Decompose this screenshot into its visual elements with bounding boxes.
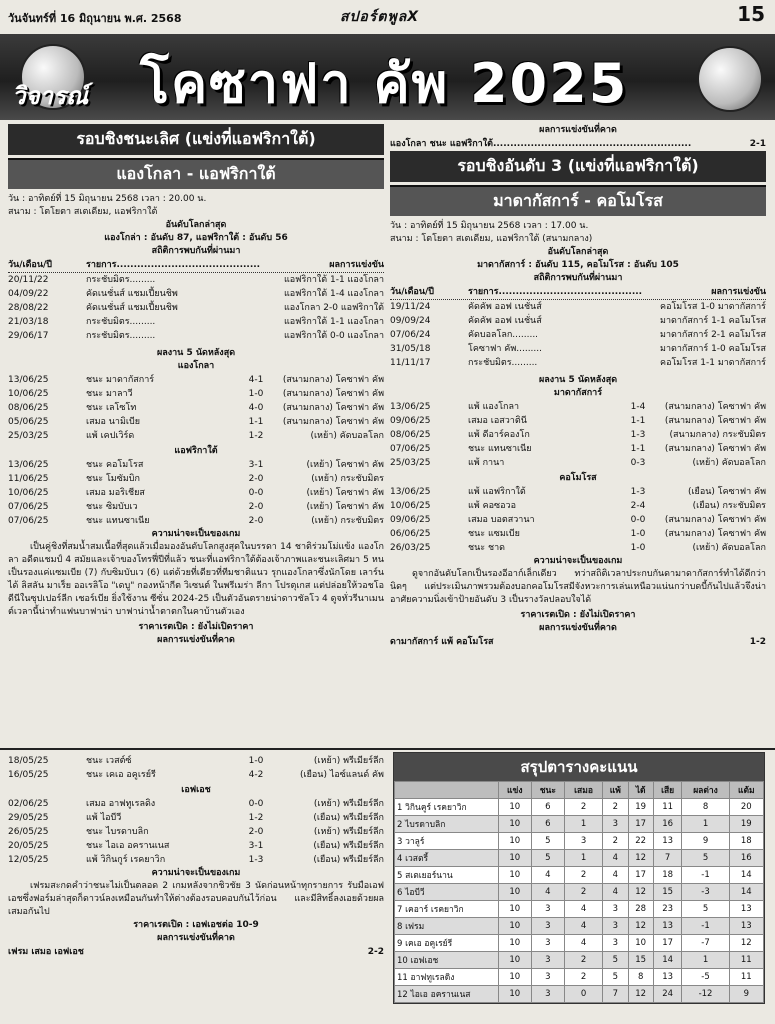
team-name: 10 เอฟเอช: [395, 952, 499, 969]
standings-cell: 14: [729, 884, 763, 901]
standings-cell: 9: [729, 986, 763, 1003]
standings-cell: 10: [499, 901, 532, 918]
standings-row: [395, 986, 764, 1003]
form-row: 13/06/25 แพ้ แอฟริกาใต้ 1-3 (เยือน) โคซาฟา คัพ: [390, 487, 766, 497]
standings-cell: 17: [628, 816, 653, 833]
standings-cell: 24: [653, 986, 682, 1003]
standings-row: [395, 867, 764, 884]
standings-cell: 2: [565, 867, 603, 884]
standings-cell: 2: [565, 799, 603, 816]
standings-cell: 10: [499, 833, 532, 850]
standings-cell: 4: [531, 867, 565, 884]
form-row: 13/06/25 ชนะ คอโมโรส 3-1 (เหย้า) โคซาฟา คัพ: [8, 460, 384, 470]
form-row: 18/05/25 ชนะ เวสต์ซ์ 1-0 (เหย้า) พรีเมียร์ลีก: [8, 756, 384, 766]
standings-column-header: ชนะ: [531, 782, 565, 799]
prediction-row: เฟรม เสมอ เอฟเอช 2-2: [8, 947, 384, 957]
right-column: [390, 124, 766, 649]
standings-cell: 8: [628, 969, 653, 986]
standings-cell: 5: [603, 952, 629, 969]
standings-cell: 5: [531, 850, 565, 867]
team-heading: แอฟริกาใต้: [174, 446, 218, 456]
form-heading: ผลงาน 5 นัดหลังสุด: [156, 348, 236, 358]
standings-cell: 23: [653, 901, 682, 918]
team-name: 1 วิกินคูร์ เรคยาวิก: [395, 799, 499, 816]
standings-cell: 10: [499, 850, 532, 867]
standings-cell: 4: [603, 850, 629, 867]
standings-cell: 13: [729, 918, 763, 935]
standings-cell: 14: [653, 952, 682, 969]
standings-cell: 10: [499, 986, 532, 1003]
form-row: 07/06/25 ชนะ ซิมบับเว 2-0 (เหย้า) โคซาฟา คัพ: [8, 502, 384, 512]
standings-cell: 3: [603, 901, 629, 918]
match-heading: มาดากัสการ์ - คอโมโรส: [390, 185, 766, 216]
team-name: 5 สเตเยอร์นาน: [395, 867, 499, 884]
form-row: 26/05/25 ชนะ ไบรดาบลิก 2-0 (เหย้า) พรีเมียร์ลีก: [8, 827, 384, 837]
form-heading: ผลงาน 5 นัดหลังสุด: [538, 375, 618, 385]
standings-cell: 4: [565, 918, 603, 935]
standings-cell: 10: [499, 935, 532, 952]
standings-row: [395, 850, 764, 867]
h2h-row: 09/09/24 คัดคัพ ออฟ เนชั่นส์ มาดากัสการ์ 1-1 คอโมโรส: [390, 316, 766, 326]
form-row: 09/06/25 เสมอ เอสวาตินี 1-1 (สนามกลาง) โคซาฟา คัพ: [390, 416, 766, 426]
standings-cell: 4: [603, 867, 629, 884]
standings-cell: 2: [565, 952, 603, 969]
standings-cell: 2: [565, 884, 603, 901]
match-heading: แองโกลา - แอฟริกาใต้: [8, 158, 384, 189]
h2h-heading: สถิติการพบกันที่ผ่านมา: [533, 273, 623, 283]
standings-cell: 2: [603, 799, 629, 816]
standings-cell: 4: [565, 935, 603, 952]
standings-cell: 3: [531, 901, 565, 918]
standings-row: [395, 799, 764, 816]
standings-cell: -1: [682, 867, 729, 884]
team-name: 2 ไบรดาบลิก: [395, 816, 499, 833]
standings-column-header: [395, 782, 499, 799]
form-row: 07/06/25 ชนะ แทนซาเนีย 1-1 (สนามกลาง) โคซาฟา คัพ: [390, 444, 766, 454]
issue-date: วันจันทร์ที่ 16 มิถุนายน พ.ศ. 2568: [8, 12, 182, 25]
h2h-row: 07/06/24 คัดบอลโลก......... มาดากัสการ์ 2-1 คอโมโรส: [390, 330, 766, 340]
odds-text: ราคาเรตเปิด : ยังไม่เปิดราคา: [520, 610, 636, 620]
standings-grid: [394, 781, 764, 1003]
section-divider: [0, 748, 775, 750]
standings-cell: 17: [628, 867, 653, 884]
banner-title: โคซาฟา คัพ 2025: [140, 52, 629, 115]
team-name: 4 เวสตรี้: [395, 850, 499, 867]
standings-cell: 10: [499, 816, 532, 833]
standings-cell: 8: [682, 799, 729, 816]
h2h-row: 31/05/18 โคซาฟา คัพ......... มาดากัสการ์ 1-0 คอโมโรส: [390, 344, 766, 354]
prediction-heading: ผลการแข่งขันที่คาด: [157, 933, 235, 943]
title-banner: [0, 34, 775, 120]
form-row: 26/03/25 ชนะ ชาด 1-0 (เหย้า) คัดบอลโลก: [390, 543, 766, 553]
team-heading: แองโกลา: [177, 361, 215, 371]
standings-cell: 22: [628, 833, 653, 850]
ranking-heading: อันดับโลกล่าสุด: [165, 220, 227, 230]
form-row: 25/03/25 แพ้ กานา 0-3 (เหย้า) คัดบอลโลก: [390, 458, 766, 468]
standings-cell: 3: [603, 816, 629, 833]
standings-cell: 13: [653, 833, 682, 850]
standings-row: [395, 816, 764, 833]
match-date: วัน : อาทิตย์ที่ 15 มิถุนายน 2568 เวลา : 17.00 น.: [390, 221, 589, 231]
standings-row: [395, 969, 764, 986]
standings-cell: 5: [531, 833, 565, 850]
match-date: วัน : อาทิตย์ที่ 15 มิถุนายน 2568 เวลา : 20.00 น.: [8, 194, 207, 204]
odds-text: ราคาเรตเปิด : ยังไม่เปิดราคา: [138, 622, 254, 632]
standings-cell: 15: [628, 952, 653, 969]
h2h-row: 21/03/18 กระชับมิตร......... แอฟริกาใต้ 1-1 แองโกลา: [8, 317, 384, 327]
standings-cell: 7: [603, 986, 629, 1003]
standings-cell: -7: [682, 935, 729, 952]
standings-cell: 3: [603, 935, 629, 952]
standings-cell: 17: [653, 935, 682, 952]
standings-column-header: ผลต่าง: [682, 782, 729, 799]
football-icon: [697, 46, 763, 112]
h2h-row: 19/11/24 คัดคัพ ออฟ เนชั่นส์ คอโมโรส 1-0 มาดากัสการ์: [390, 302, 766, 312]
brand-logo: สปอร์ตพูลX: [340, 9, 420, 25]
standings-cell: 3: [531, 952, 565, 969]
standings-cell: 16: [729, 850, 763, 867]
standings-cell: 7: [653, 850, 682, 867]
standings-header-row: [395, 782, 764, 799]
standings-cell: 20: [729, 799, 763, 816]
standings-cell: 12: [729, 935, 763, 952]
standings-cell: 15: [653, 884, 682, 901]
form-row: 12/05/25 แพ้ วิกินกูร์ เรคยาวิก 1-3 (เยือน) พรีเมียร์ลีก: [8, 855, 384, 865]
standings-cell: 6: [531, 799, 565, 816]
form-row: 11/06/25 ชนะ โมซัมบิก 2-0 (เหย้า) กระชับมิตร: [8, 474, 384, 484]
standings-cell: 10: [499, 867, 532, 884]
standings-cell: 3: [531, 986, 565, 1003]
ranking-text: มาดากัสการ์ : อันดับ 115, คอโมโรส : อันดับ 105: [477, 260, 679, 270]
standings-cell: 13: [729, 901, 763, 918]
section-heading: รอบชิงชนะเลิศ (แข่งที่แอฟริกาใต้): [8, 124, 384, 155]
standings-column-header: ได้: [628, 782, 653, 799]
standings-row: [395, 952, 764, 969]
standings-cell: 12: [628, 884, 653, 901]
standings-cell: 5: [682, 850, 729, 867]
left-column: [8, 124, 384, 647]
form-row: 16/05/25 ชนะ เคเอ อคูเรย์รี 4-2 (เยือน) ไอซ์แลนด์ คัพ: [8, 770, 384, 780]
standings-column-header: เสมอ: [565, 782, 603, 799]
h2h-row: 04/09/22 คัดเนชั่นส์ แชมเปี้ยนชิพ แอฟริกาใต้ 1-4 แองโกลา: [8, 289, 384, 299]
prediction-heading: ผลการแข่งขันที่คาด: [157, 635, 235, 645]
standings-cell: 12: [628, 850, 653, 867]
standings-cell: 10: [628, 935, 653, 952]
standings-row: [395, 833, 764, 850]
page-header: [0, 0, 775, 34]
standings-cell: 10: [499, 918, 532, 935]
standings-cell: 9: [682, 833, 729, 850]
form-row: 29/05/25 แพ้ ไอบีวี 1-2 (เยือน) พรีเมียร์ลีก: [8, 813, 384, 823]
team-name: 11 อาฟทูเรลดิง: [395, 969, 499, 986]
standings-cell: 14: [729, 867, 763, 884]
form-row: 06/06/25 ชนะ แซมเบีย 1-0 (สนามกลาง) โคซาฟา คัพ: [390, 529, 766, 539]
standings-cell: 6: [531, 816, 565, 833]
h2h-row: 28/08/22 คัดเนชั่นส์ แชมเปี้ยนชิพ แองโกลา 2-0 แอฟริกาใต้: [8, 303, 384, 313]
form-row: 08/06/25 แพ้ ดีอาร์คองโก 1-3 (สนามกลาง) กระชับมิตร: [390, 430, 766, 440]
team-heading: คอโมโรส: [559, 473, 597, 483]
analysis-text: ดูจากอันดับโลกเป็นรองอีอาก์เล็กเดียว ทว่าสถิติเวลาประกบกันดามาดากัสการ์ทำได้ดีกว่านิดๆ แต่ประเมินภาพรวมต้องบอกคอโมโรสมีจังหวะการเล่นเหนือวแน่นกว่าบดบี้กันไปแล้วจึงน่าอาศัยความนิ่งเข้าป้ายอันดับ 3 เป็นรางวัลปลอบใจได้: [390, 569, 766, 605]
standings-column-header: แต้ม: [729, 782, 763, 799]
standings-cell: 5: [682, 901, 729, 918]
section-heading: รอบชิงอันดับ 3 (แข่งที่แอฟริกาใต้): [390, 151, 766, 182]
form-row: 07/06/25 ชนะ แทนซาเนีย 2-0 (เหย้า) กระชับมิตร: [8, 516, 384, 526]
form-row: 10/06/25 เสมอ มอริเชียส 0-0 (เหย้า) โคซาฟา คัพ: [8, 488, 384, 498]
team-name: 12 ไอเอ อครานเนส: [395, 986, 499, 1003]
standings-cell: 4: [603, 884, 629, 901]
team-name: 8 เฟรม: [395, 918, 499, 935]
h2h-header-row: วัน/เดือน/ปี รายการ.......................................... ผลการแข่งขัน: [8, 258, 384, 273]
team-name: 3 วาลูร์: [395, 833, 499, 850]
team-heading: เอฟเอช: [181, 785, 211, 795]
match-venue: สนาม : โตโยตา สเตเดียม, แอฟริกาใต้: [8, 207, 158, 217]
standings-cell: -5: [682, 969, 729, 986]
h2h-header-row: วัน/เดือน/ปี รายการ.......................................... ผลการแข่งขัน: [390, 285, 766, 300]
form-row: 05/06/25 เสมอ นามิเบีย 1-1 (สนามกลาง) โคซาฟา คัพ: [8, 417, 384, 427]
standings-column-header: แข่ง: [499, 782, 532, 799]
standings-column-header: เสีย: [653, 782, 682, 799]
standings-cell: 3: [603, 918, 629, 935]
standings-cell: 12: [628, 986, 653, 1003]
standings-cell: 10: [499, 799, 532, 816]
standings-cell: 13: [653, 969, 682, 986]
standings-row: [395, 901, 764, 918]
standings-cell: 12: [628, 918, 653, 935]
ranking-text: แองโกล่า : อันดับ 87, แอฟริกาใต้ : อันดับ 56: [104, 233, 288, 243]
standings-cell: 3: [531, 969, 565, 986]
standings-cell: 4: [565, 901, 603, 918]
standings-cell: 11: [729, 969, 763, 986]
prediction-row: ดามากัสการ์ แพ้ คอโมโรส 1-2: [390, 637, 766, 647]
standings-cell: 1: [682, 952, 729, 969]
h2h-row: 20/11/22 กระชับมิตร......... แอฟริกาใต้ 1-1 แองโกลา: [8, 275, 384, 285]
standings-cell: 1: [565, 816, 603, 833]
standings-title: สรุปตารางคะแนน: [394, 753, 764, 781]
form-row: 10/06/25 แพ้ คอซอวอ 2-4 (เยือน) กระชับมิตร: [390, 501, 766, 511]
standings-cell: 16: [653, 816, 682, 833]
standings-cell: -12: [682, 986, 729, 1003]
ranking-heading: อันดับโลกล่าสุด: [547, 247, 609, 257]
h2h-row: 29/06/17 กระชับมิตร......... แอฟริกาใต้ 0-0 แองโกลา: [8, 331, 384, 341]
standings-row: [395, 918, 764, 935]
standings-cell: 3: [565, 833, 603, 850]
standings-cell: 3: [531, 918, 565, 935]
standings-cell: 10: [499, 884, 532, 901]
standings-cell: 2: [565, 969, 603, 986]
standings-cell: -3: [682, 884, 729, 901]
analysis-heading: ความน่าจะเป็นของเกม: [151, 529, 241, 539]
team-name: 9 เคเอ อคูเรย์รี: [395, 935, 499, 952]
standings-cell: 3: [531, 935, 565, 952]
standings-cell: 2: [603, 833, 629, 850]
standings-cell: 13: [653, 918, 682, 935]
standings-cell: 10: [499, 952, 532, 969]
analysis-heading: ความน่าจะเป็นของเกม: [151, 868, 241, 878]
analysis-text: เฟรมสะกดคำว่าชนะไม่เป็นตลอด 2 เกมหลังจากชิวชัย 3 นัดก่อนหน้าทุกรายการ รับมือเอฟเอชซึ่งฟอร์มล่าสุดก็ดาวน์ลงเหมือนกันทำให้ต่างต้องรอบคอบกันไว้ก่อน และมีสิทธิ์ลงเอยด้วยผลเสมอกันไป: [8, 881, 384, 917]
standings-cell: 28: [628, 901, 653, 918]
team-name: 7 เคอาร์ เรคยาวิก: [395, 901, 499, 918]
analysis-text: เป็นคู่ชิงที่สมน้ำสมเนื้อที่สุดแล้วเมื่อมองอันดับโลกสูงสุดในบรรดา 14 ชาติร่วมโม่แข้ง แองโกลา อดีตแชมป์ 4 สมัยและเจ้าของโทรฟี่ปีที่แล้ว ชนะที่แอฟริกาใต้ต้องเจ้าภาพและชนะเลิศมา 5 หน เป็นรองแค่แซมเบีย (7) กับซิมบับเว (6) แต่ด้วยที่เดียวที่ทีมชาติแนว รุกแองโกลาซึ่งนักโดย เลาร์นได้ ลิสลัน มาเร็ย ออเรลิโอ "เดบู" กองหน้ากีต วิเซนต์ ในพรีเมร่า ลีกา โปรตุเกส แต่ปล่อยให้วอชโอดีนีในซุปเปอร์ลีก เชอร์เบีย ยิ่งใช้งาน ซีซั่น 2024-25 เป็นตัวอันตรายน่าดาวชัลโว 4 ดูจทั่วรีนาเมนต์เวลานี้น่าทำแฟนบาฟาน่า บาฟาน่าน้ำตาตกในคาบ้านตัวเอง: [8, 542, 384, 617]
standings-cell: -1: [682, 918, 729, 935]
form-row: 10/06/25 ชนะ มาลาวี 1-0 (สนามกลาง) โคซาฟา คัพ: [8, 389, 384, 399]
standings-cell: 18: [653, 867, 682, 884]
bottom-left-column: [8, 754, 384, 959]
team-name: 6 ไอบีวี: [395, 884, 499, 901]
form-row: 25/03/25 แพ้ เคปเวิร์ด 1-2 (เหย้า) คัดบอลโลก: [8, 431, 384, 441]
standings-row: [395, 935, 764, 952]
prediction-heading: ผลการแข่งขันที่คาด: [539, 623, 617, 633]
standings-cell: 19: [628, 799, 653, 816]
form-row: 20/05/25 ชนะ ไอเอ อครานเนส 3-1 (เยือน) พรีเมียร์ลีก: [8, 841, 384, 851]
standings-column-header: แพ้: [603, 782, 629, 799]
form-row: 13/06/25 ชนะ มาดากัสการ์ 4-1 (สนามกลาง) โคซาฟา คัพ: [8, 375, 384, 385]
standings-cell: 11: [729, 952, 763, 969]
standings-row: [395, 884, 764, 901]
prediction-heading: ผลการแข่งขันที่คาด: [539, 125, 617, 135]
standings-cell: 1: [565, 850, 603, 867]
team-heading: มาดากัสการ์: [553, 388, 603, 398]
standings-cell: 19: [729, 816, 763, 833]
form-row: 08/06/25 ชนะ เลโซโท 4-0 (สนามกลาง) โคซาฟา คัพ: [8, 403, 384, 413]
form-row: 02/06/25 เสมอ อาฟทูเรลดิง 0-0 (เหย้า) พรีเมียร์ลีก: [8, 799, 384, 809]
form-row: 13/06/25 แพ้ แองโกลา 1-4 (สนามกลาง) โคซาฟา คัพ: [390, 402, 766, 412]
match-venue: สนาม : โตโยตา สเตเดียม, แอฟริกาใต้ (สนามกลาง): [390, 234, 593, 244]
standings-cell: 11: [653, 799, 682, 816]
h2h-row: 11/11/17 กระชับมิตร......... คอโมโรส 1-1 มาดากัสการ์: [390, 358, 766, 368]
odds-text: ราคาเรตเปิด : เอฟเอชต่อ 10-9: [133, 920, 259, 930]
analysis-heading: ความน่าจะเป็นของเกม: [533, 556, 623, 566]
prediction-row: แองโกลา ชนะ แอฟริกาใต้.......................................................... 2-1: [390, 139, 766, 149]
standings-table: [393, 752, 765, 1004]
standings-cell: 4: [531, 884, 565, 901]
page-number: 15: [737, 2, 765, 26]
form-row: 09/06/25 เสมอ บอตสวานา 0-0 (สนามกลาง) โคซาฟา คัพ: [390, 515, 766, 525]
standings-cell: 1: [682, 816, 729, 833]
standings-cell: 0: [565, 986, 603, 1003]
standings-cell: 10: [499, 969, 532, 986]
h2h-heading: สถิติการพบกันที่ผ่านมา: [151, 246, 241, 256]
standings-cell: 5: [603, 969, 629, 986]
standings-cell: 18: [729, 833, 763, 850]
banner-subtitle: วิจารณ์: [12, 82, 89, 110]
